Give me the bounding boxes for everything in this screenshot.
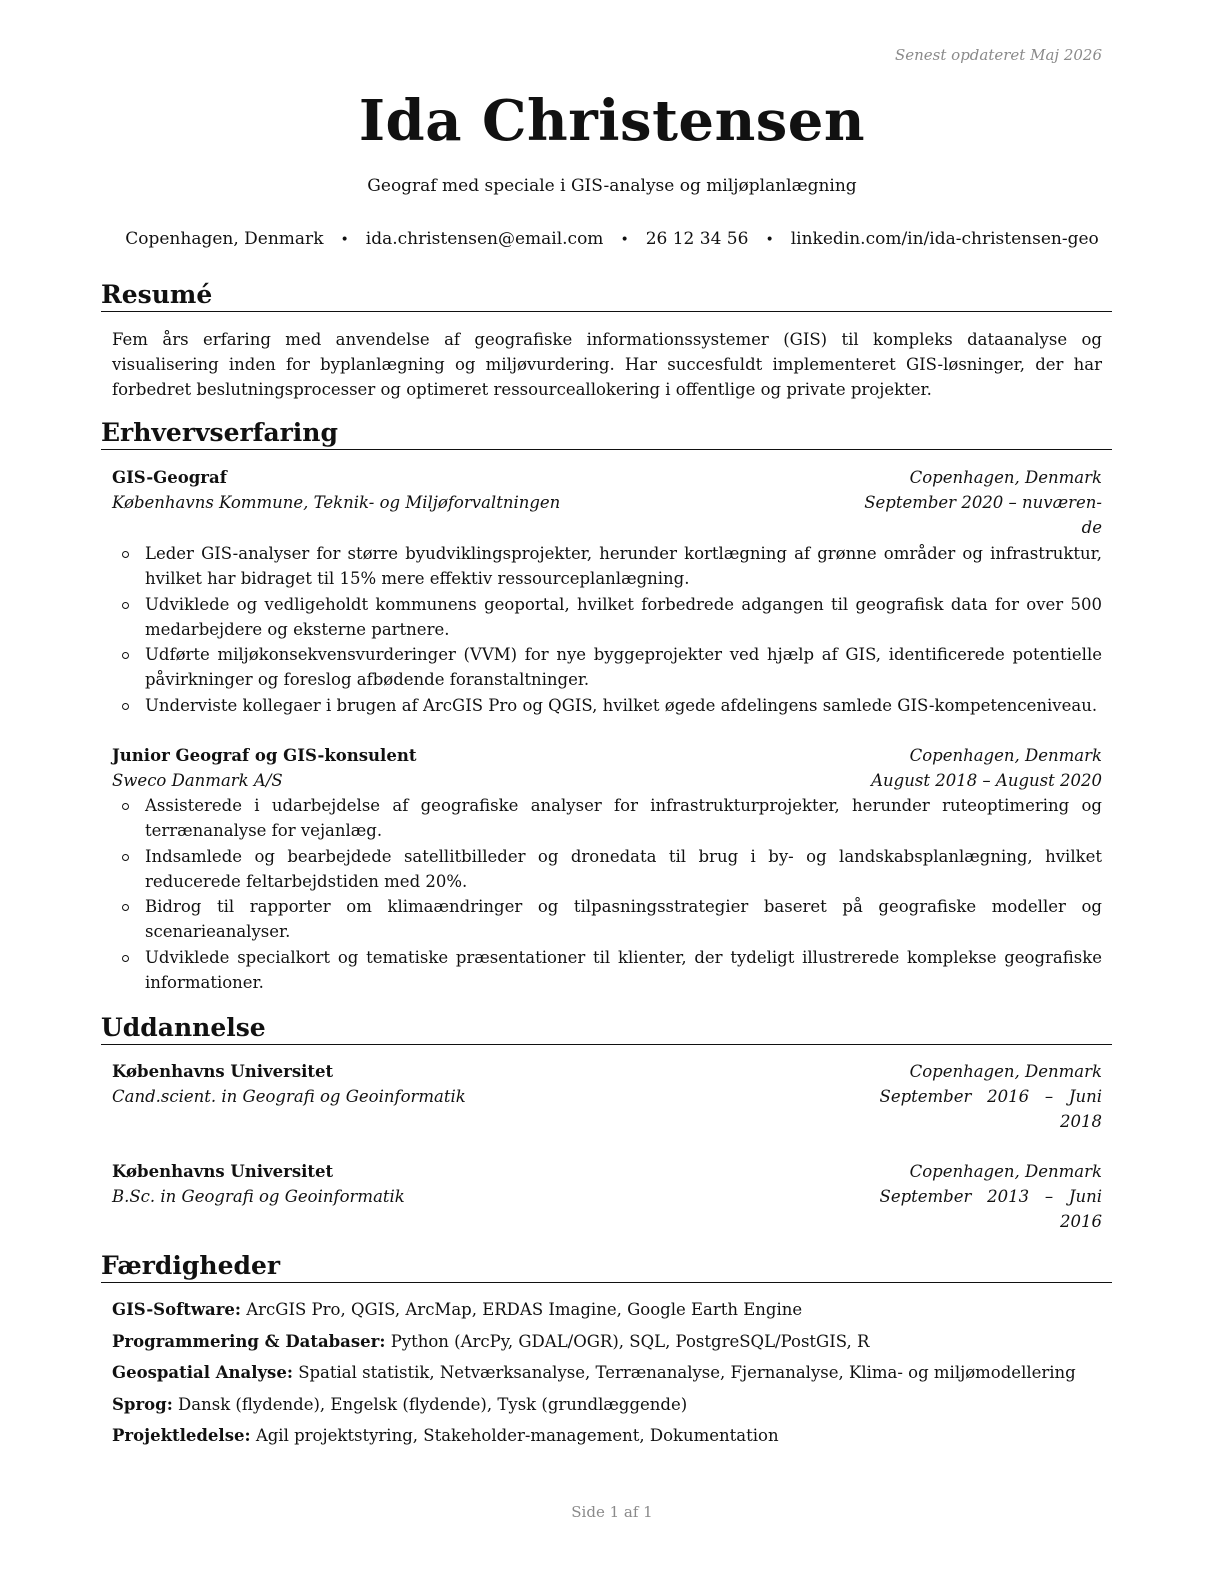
skill-value: ArcGIS Pro, QGIS, ArcMap, ERDAS Imagine, Google Earth Engine <box>246 1300 803 1319</box>
school-location: Copenhagen, Denmark <box>909 1062 1102 1081</box>
contact-email[interactable]: ida.christensen@email.com <box>365 229 604 249</box>
skills-list <box>112 1297 1112 1455</box>
skill-label: Projektledelse: <box>112 1426 251 1445</box>
education-header <box>112 1159 1102 1184</box>
skill-row <box>112 1392 1112 1424</box>
bullet-text: Bidrog til rapporter om klimaændringer og tilpasningsstrategier baseret på geografiske modeller og scenarieanalyser. <box>145 897 1102 942</box>
section-title-education: Uddannelse <box>101 1013 1112 1045</box>
bullet-text: Indsamlede og bearbejdede satellitbilleder og dronedata til brug i by- og landskabsplanlægning, hvilket reducerede feltarbejdstiden med 20%. <box>145 846 1102 891</box>
education-dates-continued: 2016 <box>1060 1212 1102 1231</box>
section-title-summary: Resumé <box>101 280 1112 312</box>
skill-label: Geospatial Analyse: <box>112 1363 293 1382</box>
circle-bullet-icon <box>122 904 129 911</box>
education-dates: September 2013 – Juni <box>879 1187 1102 1206</box>
bullet-separator: • <box>340 232 349 248</box>
job-title: GIS-Geograf <box>112 468 227 487</box>
job-subheader <box>112 490 1102 515</box>
bullet-text: Assisterede i udarbejdelse af geografiske analyser for infrastrukturprojekter, herunder ruteoptimering og terrænanalyse for vejanlæg. <box>145 796 1102 841</box>
job-organization: Københavns Kommune, Teknik- og Miljøforvaltningen <box>112 493 561 512</box>
job-dates-continued: de <box>1081 518 1102 537</box>
section-title-experience: Erhvervserfaring <box>101 418 1112 450</box>
circle-bullet-icon <box>122 803 129 810</box>
section-title-skills: Færdigheder <box>101 1251 1112 1283</box>
education-dates: September 2016 – Juni <box>879 1087 1102 1106</box>
education-header <box>112 1059 1102 1084</box>
job-header <box>112 465 1102 490</box>
education-dates-continued: 2018 <box>1060 1112 1102 1131</box>
contact-location: Copenhagen, Denmark <box>125 229 324 249</box>
job-dates: August 2018 – August 2020 <box>871 771 1102 790</box>
list-item <box>112 541 1102 592</box>
circle-bullet-icon <box>122 854 129 861</box>
list-item <box>112 592 1102 643</box>
bullet-text: Leder GIS-analyser for større byudviklingsprojekter, herunder kortlægning af grønne områder og infrastruktur, hvilket har bidraget til 15% mere effektiv ressourceplanlægning. <box>145 544 1102 589</box>
skill-label: Sprog: <box>112 1394 173 1414</box>
bullet-text: Udviklede specialkort og tematiske præsentationer til klienter, der tydeligt illustrerede komplekse geografiske informationer. <box>145 947 1102 993</box>
skill-row <box>112 1360 1112 1392</box>
job-subheader <box>112 768 1102 793</box>
contact-linkedin[interactable]: linkedin.com/in/ida-christensen-geo <box>790 229 1099 249</box>
job-organization: Sweco Danmark A/S <box>112 771 283 790</box>
list-item <box>112 793 1102 844</box>
job-location: Copenhagen, Denmark <box>909 468 1102 487</box>
degree-name: Cand.scient. in Geografi og Geoinformatik <box>112 1087 466 1106</box>
skill-row <box>112 1423 1112 1455</box>
bullet-separator: • <box>765 232 774 248</box>
skill-value: Spatial statistik, Netværksanalyse, Terrænanalyse, Fjernanalyse, Klima- og miljømodellering <box>298 1363 1076 1382</box>
summary-text: Fem års erfaring med anvendelse af geografiske informationssystemer (GIS) til kompleks dataanalyse og visualisering inden for byplanlægning og miljøvurdering. Har succesfuldt implementeret GIS-løsninger, der har forbedret beslutningsprocesser og optimeret ressourceallokering i offentlige og private projekter. <box>112 330 1102 399</box>
last-updated: Senest opdateret Maj 2026 <box>894 46 1102 64</box>
bullet-text: Udviklede og vedligeholdt kommunens geoportal, hvilket forbedrede adgangen til geografisk data for over 500 medarbejdere og eksterne partnere. <box>145 594 1102 639</box>
bullet-separator: • <box>620 232 629 248</box>
candidate-name: Ida Christensen <box>358 88 866 154</box>
skill-value: Python (ArcPy, GDAL/OGR), SQL, PostgreSQL/PostGIS, R <box>390 1331 870 1351</box>
contact-phone: 26 12 34 56 <box>645 229 749 249</box>
bullet-text: Underviste kollegaer i brugen af ArcGIS Pro og QGIS, hvilket øgede afdelingens samlede GIS-kompetenceniveau. <box>145 695 1098 715</box>
contact-line <box>0 229 1224 249</box>
job-header <box>112 743 1102 768</box>
circle-bullet-icon <box>122 602 129 609</box>
school-name: Københavns Universitet <box>112 1162 334 1181</box>
skill-label: GIS-Software: <box>112 1300 241 1319</box>
skill-row <box>112 1297 1112 1329</box>
skill-value: Dansk (flydende), Engelsk (flydende), Tysk (grundlæggende) <box>178 1394 688 1414</box>
circle-bullet-icon <box>122 703 129 710</box>
circle-bullet-icon <box>122 551 129 558</box>
list-item <box>112 693 1102 718</box>
skill-label: Programmering & Databaser: <box>112 1331 386 1351</box>
education-subheader <box>112 1084 1102 1109</box>
skill-row <box>112 1329 1112 1361</box>
bullet-text: Udførte miljøkonsekvensvurderinger (VVM) for nye byggeprojekter ved hjælp af GIS, identificerede potentielle påvirkninger og foreslog afbødende foranstaltninger. <box>145 645 1102 690</box>
list-item <box>112 642 1102 693</box>
job-location: Copenhagen, Denmark <box>909 746 1102 765</box>
list-item <box>112 894 1102 945</box>
skill-value: Agil projektstyring, Stakeholder-management, Dokumentation <box>255 1426 779 1445</box>
list-item <box>112 945 1102 996</box>
tagline: Geograf med speciale i GIS-analyse og miljøplanlægning <box>367 176 857 196</box>
job-bullet-list <box>112 541 1102 718</box>
circle-bullet-icon <box>122 955 129 962</box>
education-subheader <box>112 1184 1102 1209</box>
school-name: Københavns Universitet <box>112 1062 334 1081</box>
list-item <box>112 844 1102 895</box>
job-bullet-list <box>112 793 1102 995</box>
degree-name: B.Sc. in Geografi og Geoinformatik <box>112 1187 405 1206</box>
school-location: Copenhagen, Denmark <box>909 1162 1102 1181</box>
circle-bullet-icon <box>122 652 129 659</box>
page-footer: Side 1 af 1 <box>571 1503 653 1521</box>
job-dates: September 2020 – nuværen- <box>864 493 1102 512</box>
job-title: Junior Geograf og GIS-konsulent <box>112 746 417 765</box>
